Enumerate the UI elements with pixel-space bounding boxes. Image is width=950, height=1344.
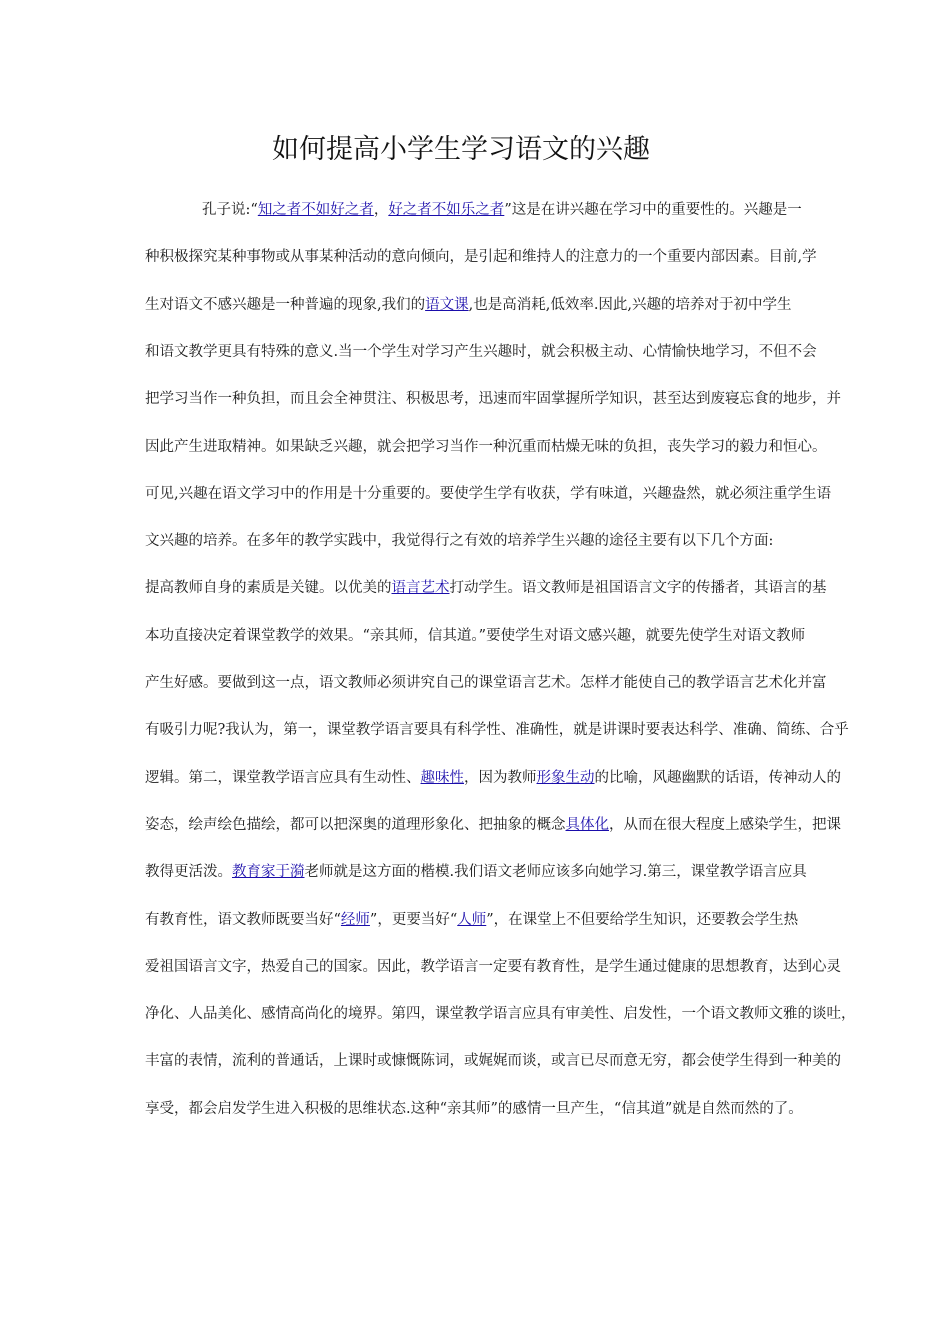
text-link[interactable]: 教育家于漪 <box>232 864 305 881</box>
body-text: 生对语文不感兴趣是一种普遍的现象,我们的 <box>145 296 426 313</box>
body-line <box>145 861 815 883</box>
text-link[interactable]: 好之者不如乐之者 <box>388 202 505 218</box>
body-text: 净化、人品美化、感情高尚化的境界。第四，课堂教学语言应具有审美性、启发性，一个语文教师文雅的谈吐， <box>145 1006 856 1023</box>
document-title: 如何提高小学生学习语文的兴趣 <box>272 134 650 165</box>
body-line <box>145 530 815 552</box>
body-line <box>145 814 841 836</box>
body-text: 丰富的表情，流利的普通话，上课时或慷慨陈词，或娓娓而谈，或言已尽而意无穷，都会使学生得到一种美的 <box>145 1053 841 1070</box>
body-text: 逻辑。第二，课堂教学语言应具有生动性、 <box>145 769 421 786</box>
body-text: ，从而在很大程度上感染学生，把课 <box>609 816 841 833</box>
body-line <box>145 246 815 268</box>
body-text: 和语文教学更具有特殊的意义.当一个学生对学习产生兴趣时，就会积极主动、心情愉快地学习，不但不会 <box>145 343 817 360</box>
body-text: 孔子说:“ <box>202 202 258 218</box>
text-link[interactable]: 语言艺术 <box>391 580 450 597</box>
body-line <box>145 672 827 694</box>
body-line <box>145 956 841 978</box>
body-line <box>202 199 815 221</box>
body-text: 打动学生。语文教师是祖国语言文字的传播者，其语言的基 <box>449 580 827 597</box>
body-text: 享受，都会启发学生进入积极的思维状态.这种“亲其师”的感情一旦产生，“信其道”就是自然而然的了。 <box>145 1100 803 1117</box>
body-line <box>145 1050 841 1072</box>
body-line <box>145 341 815 363</box>
body-text: 老师就是这方面的楷模.我们语文老师应该多向她学习.第三，课堂教学语言应具 <box>304 864 807 881</box>
body-line <box>145 767 841 789</box>
text-link[interactable]: 具体化 <box>565 816 609 833</box>
body-text: 因此产生进取精神。如果缺乏兴趣，就会把学习当作一种沉重而枯燥无味的负担，丧失学习的毅力和恒心。 <box>145 438 827 455</box>
body-line <box>145 388 841 410</box>
body-text: 种积极探究某种事物或从事某种活动的意向倾向，是引起和维持人的注意力的一个重要内部因素。目前,学 <box>145 249 817 266</box>
body-text: 产生好感。要做到这一点，语文教师必须讲究自己的课堂语言艺术。怎样才能使自己的教学语言艺术化并富 <box>145 675 827 691</box>
body-text: 把学习当作一种负担，而且会全神贯注、积极思考，迅速而牢固掌握所学知识，甚至达到废寝忘食的地步，并 <box>145 391 841 408</box>
text-link[interactable]: 知之者不如好之者 <box>257 202 374 218</box>
body-text: 可见,兴趣在语文学习中的作用是十分重要的。要使学生学有收获，学有味道，兴趣盎然，就必须注重学生语 <box>145 485 832 502</box>
text-link[interactable]: 经师 <box>340 911 370 928</box>
body-line <box>145 294 815 316</box>
body-text: 有教育性，语文教师既要当好“ <box>145 911 341 928</box>
body-text: ，因为教师 <box>464 769 537 786</box>
body-line <box>145 1098 815 1120</box>
body-line <box>145 483 832 505</box>
body-text: 爱祖国语言文字，热爱自己的国家。因此，教学语言一定要有教育性，是学生通过健康的思想教育，达到心灵 <box>145 958 841 975</box>
body-text: 姿态，绘声绘色描绘，都可以把深奥的道理形象化、把抽象的概念 <box>145 816 566 833</box>
body-line <box>145 625 815 647</box>
text-link[interactable]: 人师 <box>457 911 487 928</box>
body-text: 的比喻，风趣幽默的话语，传神动人的 <box>594 769 841 786</box>
body-line <box>145 1003 856 1025</box>
body-text: ”这是在讲兴趣在学习中的重要性的。兴趣是一 <box>504 202 802 218</box>
body-text: ”，在课堂上不但要给学生知识，还要教会学生热 <box>486 911 799 928</box>
body-text: 教得更活泼。 <box>145 864 232 881</box>
body-text: ,也是高消耗,低效率.因此,兴趣的培养对于初中学生 <box>468 296 792 313</box>
body-line <box>145 909 815 931</box>
body-line <box>145 719 849 741</box>
body-text: 有吸引力呢?我认为，第一，课堂教学语言要具有科学性、准确性，就是讲课时要表达科学、准确、简练、合乎 <box>145 722 849 739</box>
text-link[interactable]: 形象生动 <box>536 769 595 786</box>
text-link[interactable]: 语文课 <box>425 296 469 313</box>
body-line <box>145 577 827 599</box>
body-line <box>145 436 827 458</box>
body-text: 文兴趣的培养。在多年的教学实践中，我觉得行之有效的培养学生兴趣的途径主要有以下几个方面: <box>145 533 774 550</box>
text-link[interactable]: 趣味性 <box>420 769 464 786</box>
body-text: ， <box>373 202 389 218</box>
body-text: ”，更要当好“ <box>369 911 458 928</box>
body-text: 提高教师自身的素质是关键。以优美的 <box>145 580 392 597</box>
body-text: 本功直接决定着课堂教学的效果。“亲其师，信其道。”要使学生对语文感兴趣，就要先使学生对语文教师 <box>145 627 806 644</box>
